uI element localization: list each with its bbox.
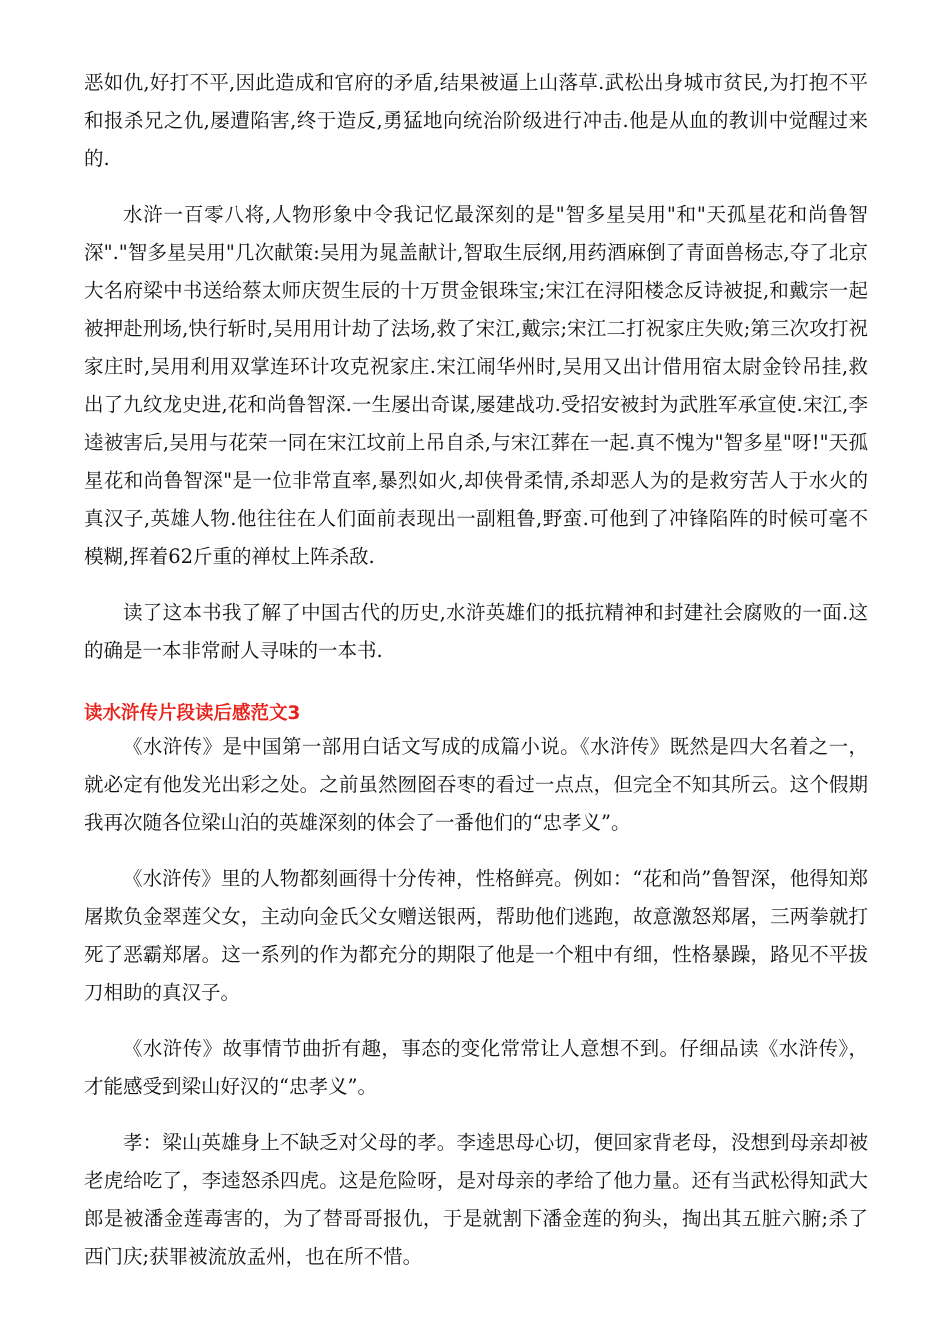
paragraph-conclusion: 读了这本书我了解了中国古代的历史,水浒英雄们的抵抗精神和封建社会腐败的一面.这的确是一本非常耐人寻味的一本书. — [84, 601, 868, 662]
document-page — [84, 64, 868, 1294]
paragraph-intro: 《水浒传》是中国第一部用白话文写成的成篇小说。《水浒传》既然是四大名着之一，就必定有他发光出彩之处。之前虽然囫囵吞枣的看过一点点，但完全不知其所云。这个假期我再次随各位梁山泊的英雄深刻的体会了一番他们的“忠孝义”。 — [84, 735, 868, 834]
section-heading: 读水浒传片段读后感范文3 — [84, 703, 301, 724]
paragraph-characters: 《水浒传》里的人物都刻画得十分传神，性格鲜亮。例如：“花和尚”鲁智深，他得知郑屠欺负金翠莲父女，主动向金氏父女赠送银两，帮助他们逃跑，故意激怒郑屠，三两拳就打死了恶霸郑屠。这一系列的作为都充分的期限了他是一个粗中有细，性格暴躁，路见不平拔刀相助的真汉子。 — [84, 867, 868, 1004]
paragraph-plot: 《水浒传》故事情节曲折有趣，事态的变化常常让人意想不到。仔细品读《水浒传》，才能感受到梁山好汉的“忠孝义”。 — [84, 1037, 868, 1098]
paragraph-wusong: 恶如仇,好打不平,因此造成和官府的矛盾,结果被逼上山落草.武松出身城市贫民,为打抱不平和报杀兄之仇,屡遭陷害,终于造反,勇猛地向统治阶级进行冲击.他是从血的教训中觉醒过来的. — [84, 71, 868, 170]
paragraph-filial-piety: 孝：梁山英雄身上不缺乏对父母的孝。李逵思母心切，便回家背老母，没想到母亲却被老虎给吃了，李逵怒杀四虎。这是危险呀，是对母亲的孝给了他力量。还有当武松得知武大郎是被潘金莲毒害的，为了替哥哥报仇，于是就割下潘金莲的狗头，掏出其五脏六腑;杀了西门庆;获罪被流放孟州，也在所不惜。 — [84, 1131, 868, 1268]
paragraph-wuyong-luzhishen: 水浒一百零八将,人物形象中令我记忆最深刻的是"智多星吴用"和"天孤星花和尚鲁智深"."智多星吴用"几次献策:吴用为晁盖献计,智取生辰纲,用药酒麻倒了青面兽杨志,夺了北京大名府梁中书送给蔡太师庆贺生辰的十万贯金银珠宝;宋江在浔阳楼念反诗被捉,和戴宗一起被押赴刑场,快行斩时,吴用用计劫了法场,救了宋江,戴宗;宋江二打祝家庄失败;第三次攻打祝家庄时,吴用利用双掌连环计攻克祝家庄.宋江闹华州时,吴用又出计借用宿太尉金铃吊挂,救出了九纹龙史进,花和尚鲁智深.一生屡出奇谋,屡建战功.受招安被封为武胜军承宣使.宋江,李逵被害后,吴用与花荣一同在宋江坟前上吊自杀,与宋江葬在一起.真不愧为"智多星"呀!"天孤星花和尚鲁智深"是一位非常直率,暴烈如火,却侠骨柔情,杀却恶人为的是救穷苦人于水火的真汉子,英雄人物.他往往在人们面前表现出一副粗鲁,野蛮.可他到了冲锋陷阵的时候可毫不模糊,挥着62斤重的禅杖上阵杀敌. — [84, 203, 868, 568]
